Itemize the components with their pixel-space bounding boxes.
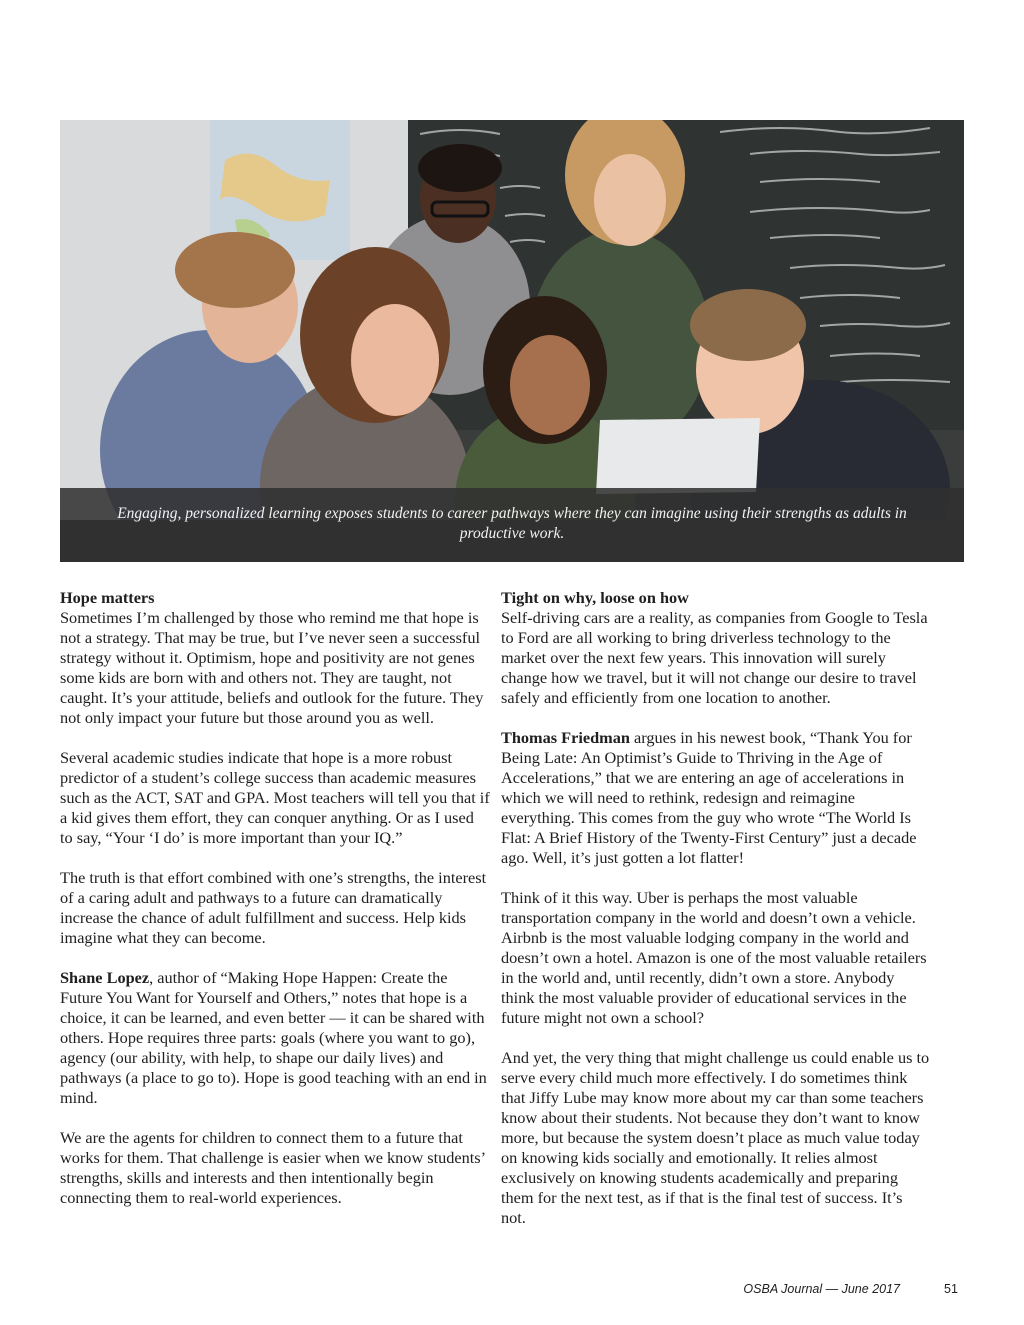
paragraph-text: argues in his newest book, “Thank You for Being Late: An Optimist’s Guide to Thriving in the Age of Accelerations,” that we are entering an age of accelerations in which we will need to rethink, redesign and reimagine everything. This comes from the guy who wrote “The World Is Flat: A Brief History of the Twenty-First Century” just a decade ago. Well, it’s just gotten a lot flatter!: [501, 728, 917, 867]
paragraph: We are the agents for children to connect them to a future that works for them. That challenge is easier when we know students’ strengths, skills and interests and then intentionally begin connecting them to real-world experiences.: [60, 1128, 485, 1207]
paragraph: Self-driving cars are a reality, as companies from Google to Tesla to Ford are all working to bring driverless technology to the market over the next few years. This innovation will surely change how we travel, but it will not change our desire to travel safely and efficiently from one location to another.: [501, 608, 928, 707]
heading-tight-on-why: Tight on why, loose on how: [501, 588, 689, 607]
paragraph-thomas-friedman: [501, 728, 931, 868]
paragraph: And yet, the very thing that might challenge us could enable us to serve every child much more effectively. I do sometimes think that Jiffy Lube may know more about my car than some teachers know about their students. Not because they don’t want to know more, but because the system doesn’t place as much value today on knowing kids socially and emotionally. It relies almost exclusively on knowing students academically and preparing them for the next test, as if that is the final test of success. It’s not.: [501, 1048, 930, 1227]
paragraph-shane-lopez: [60, 968, 490, 1108]
paragraph: Think of it this way. Uber is perhaps the most valuable transportation company in the world and doesn’t own a vehicle. Airbnb is the most valuable lodging company in the world and doesn’t own a hotel. Amazon is one of the most valuable retailers in the world and, until recently, didn’t own a store. Anybody think the most valuable provider of educational services in the future might not own a school?: [501, 888, 927, 1027]
author-name: Shane Lopez: [60, 968, 150, 987]
heading-hope-matters: Hope matters: [60, 588, 155, 607]
paragraph: Several academic studies indicate that hope is a more robust predictor of a student’s college success than academic measures such as the ACT, SAT and GPA. Most teachers will tell you that if a kid gives them effort, they can conquer anything. Or as I used to say, “Your ‘I do’ is more important than your IQ.”: [60, 748, 490, 847]
left-column: [60, 588, 490, 1228]
photo-caption: Engaging, personalized learning exposes students to career pathways where they can imagine using their strengths as adults in productive work.: [60, 488, 964, 562]
paragraph: Sometimes I’m challenged by those who remind me that hope is not a strategy. That may be true, but I’ve never seen a successful strategy without it. Optimism, hope and positivity are not genes some kids are born with and others not. They are taught, not caught. It’s your attitude, beliefs and outlook for the future. They not only impact your future but those around you as well.: [60, 608, 484, 727]
journal-footer: OSBA Journal — June 2017: [743, 1282, 900, 1296]
students-photo: [60, 120, 964, 562]
paragraph: The truth is that effort combined with one’s strengths, the interest of a caring adult and pathways to a future can dramatically increase the chance of adult fulfillment and success. Help kids imagine what they can become.: [60, 868, 487, 947]
right-column: [501, 588, 931, 1248]
page-number: 51: [944, 1282, 958, 1296]
author-name: Thomas Friedman: [501, 728, 630, 747]
paragraph-text: , author of “Making Hope Happen: Create the Future You Want for Yourself and Others,” notes that hope is a choice, it can be learned, and even better — it can be shared with others. Hope requires three parts: goals (where you want to go), agency (our ability, with help, to shape our daily lives) and pathways (a place to go to). Hope is good teaching with an end in mind.: [60, 968, 487, 1107]
